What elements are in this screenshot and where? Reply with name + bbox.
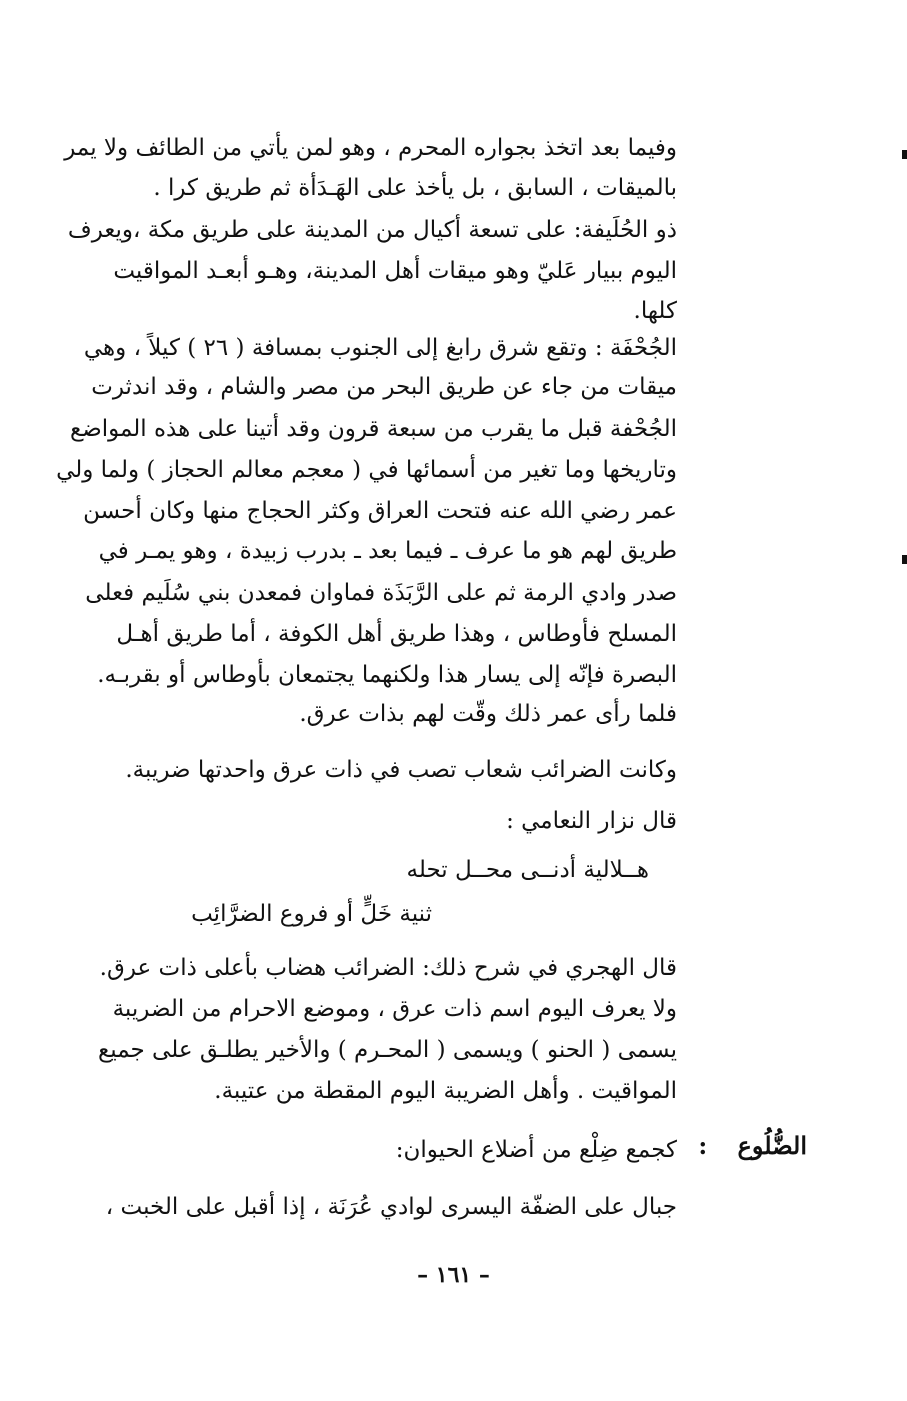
text-line: ذو الحُلَيفة: على تسعة أكيال من المدينة على طريق مكة ،ويعرف — [67, 217, 677, 243]
text-line: طريق لهم هو ما عرف ـ فيما بعد ـ بدرب زبيدة ، وهو يمـر في — [98, 538, 677, 564]
text-line: اليوم ببيار عَليّ وهو ميقات أهل المدينة، وهـو أبعـد المواقيت — [113, 258, 677, 284]
entry-definition: كجمع ضِلْع من أضلاع الحيوان: — [395, 1137, 677, 1163]
text-line: بالميقات ، السابق ، بل يأخذ على الهَـدَأة ثم طريق كرا . — [153, 175, 677, 201]
entry-separator: : — [698, 1131, 708, 1160]
text-line: الجُحْفَة : وتقع شرق رابغ إلى الجنوب بمسافة ( ٢٦ ) كيلاً ، وهي — [83, 335, 677, 361]
text-line: وتاريخها وما تغير من أسمائها في ( معجم معالم الحجاز ) ولما ولي — [56, 457, 677, 483]
poem-hemistich-second: ثنية خَلٍّ أو فروع الضرَّائِب — [191, 901, 432, 927]
text-line: وكانت الضرائب شعاب تصب في ذات عرق واحدتها ضريبة. — [125, 757, 677, 783]
page-number: – ١٦١ – — [417, 1262, 490, 1288]
text-line: يسمى ( الحنو ) ويسمى ( المحـرم ) والأخير يطلـق على جميع — [98, 1037, 677, 1063]
margin-mark-top — [902, 150, 907, 159]
poem-hemistich-first: هــلالية أدنــى محــل تحله — [406, 857, 649, 883]
entry-headword-text: الضُّلُوع — [737, 1131, 807, 1160]
text-line: عمر رضي الله عنه فتحت العراق وكثر الحجاج منها وكان أحسن — [83, 498, 677, 524]
text-line: المواقيت . وأهل الضريبة اليوم المقطة من عتيبة. — [214, 1078, 677, 1104]
text-line: وفيما بعد اتخذ بجواره المحرم ، وهو لمن يأتي من الطائف ولا يمر — [64, 135, 677, 161]
text-line: كلها. — [633, 298, 677, 324]
text-line: ميقات من جاء عن طريق البحر من مصر والشام ، وقد اندثرت — [91, 374, 677, 400]
text-line: قال الهجري في شرح ذلك: الضرائب هضاب بأعلى ذات عرق. — [99, 955, 677, 981]
entry-headword — [698, 1126, 807, 1166]
text-line: فلما رأى عمر ذلك وقّت لهم بذات عرق. — [299, 701, 677, 727]
text-line: ولا يعرف اليوم اسم ذات عرق ، وموضع الاحرام من الضريبة — [112, 996, 677, 1022]
text-line: المسلح فأوطاس ، وهذا طريق أهل الكوفة ، أما طريق أهـل — [116, 621, 677, 647]
entry-continuation: جبال على الضفّة اليسرى لوادي عُرَنَة ، إذا أقبل على الخبت ، — [105, 1194, 677, 1220]
margin-mark-middle — [902, 555, 907, 564]
text-line: الجُحْفة قبل ما يقرب من سبعة قرون وقد أتينا على هذه المواضع — [69, 416, 677, 442]
text-line: صدر وادي الرمة ثم على الرَّبَذَة فماوان فمعدن بني سُلَيم فعلى — [85, 580, 677, 606]
poem-intro: قال نزار النعامي : — [506, 808, 677, 834]
text-line: البصرة فإنّه إلى يسار هذا ولكنهما يجتمعان بأوطاس أو بقربـه. — [97, 662, 677, 688]
